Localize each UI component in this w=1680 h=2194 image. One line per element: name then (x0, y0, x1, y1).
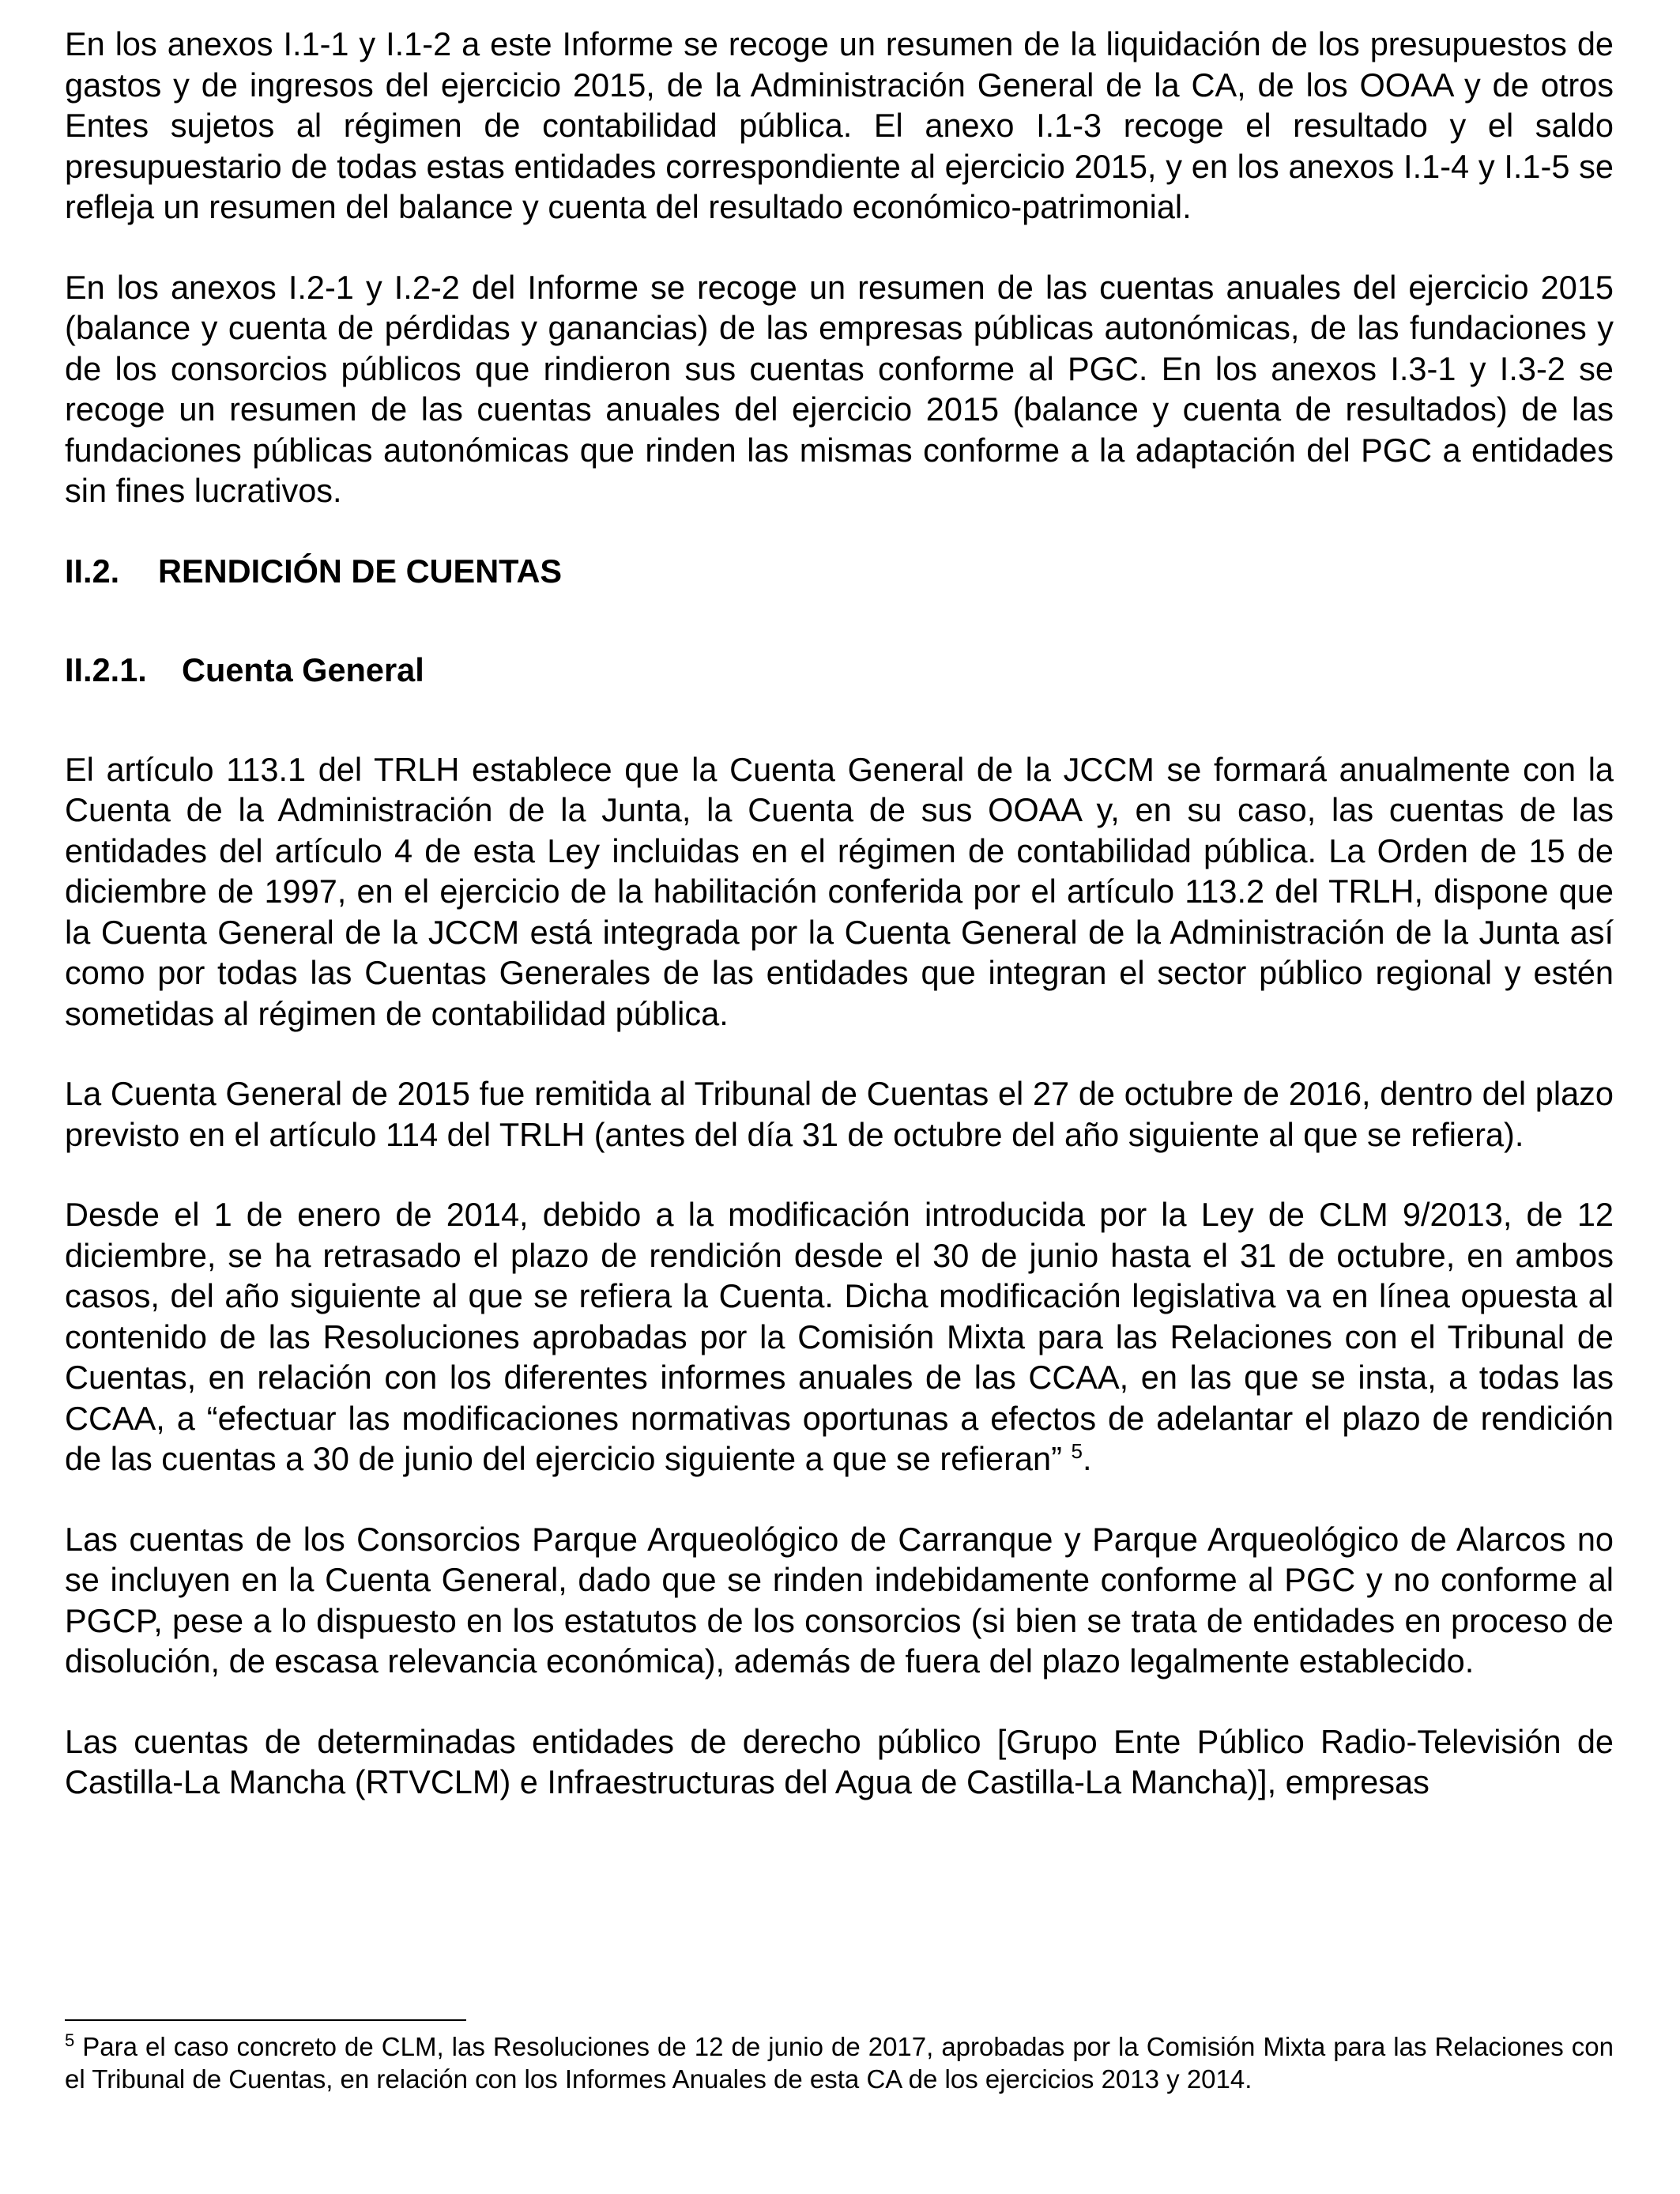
footnote-text: Para el caso concreto de CLM, las Resoluciones de 12 de junio de 2017, aprobadas por la Comisión Mixta para las Relaciones con el Tribunal de Cuentas, en relación con los Informes Anuales de esta CA de los ejercicios 2013 y 2014. (65, 2032, 1614, 2094)
paragraph-entidades-derecho-publico: Las cuentas de determinadas entidades de derecho público [Grupo Ente Público Radio-Televisión de Castilla-La Mancha (RTVCLM) e Infraestructuras del Agua de Castilla-La Mancha)], empresas (65, 1722, 1614, 1800)
paragraph-remision-cuenta: La Cuenta General de 2015 fue remitida al Tribunal de Cuentas el 27 de octubre de 2016, dentro del plazo previsto en el artículo 114 del TRLH (antes del día 31 de octubre del año siguiente al que se refiera). (65, 1075, 1614, 1153)
paragraph-anexos-empresas: En los anexos I.2-1 y I.2-2 del Informe se recoge un resumen de las cuentas anuales del ejercicio 2015 (balance y cuenta de pérdidas y ganancias) de las empresas públicas autonómicas, de las fundaciones y de los consorcios públicos que rindieron sus cuentas conforme al PGC. En los anexos I.3-1 y I.3-2 se recoge un resumen de las cuentas anuales del ejercicio 2015 (balance y cuenta de resultados) de las fundaciones públicas autonómicas que rinden las mismas conforme a la adaptación del PGC a entidades sin fines lucrativos. (65, 268, 1614, 509)
footnote (65, 2030, 1614, 2095)
paragraph-anexos-presupuestos: En los anexos I.1-1 y I.1-2 a este Informe se recoge un resumen de la liquidación de los presupuestos de gastos y de ingresos del ejercicio 2015, de la Administración General de la CA, de los OOAA y de otros Entes sujetos al régimen de contabilidad pública. El anexo I.1-3 recoge el resultado y el saldo presupuestario de todas estas entidades correspondiente al ejercicio 2015, y en los anexos I.1-4 y I.1-5 se refleja un resumen del balance y cuenta del resultado económico-patrimonial. (65, 25, 1614, 225)
subsection-title: Cuenta General (182, 651, 424, 688)
document-body (65, 24, 1614, 1842)
paragraph-consorcios: Las cuentas de los Consorcios Parque Arqueológico de Carranque y Parque Arqueológico de Alarcos no se incluyen en la Cuenta General, dado que se rinden indebidamente conforme al PGC y no conforme al PGCP, pese a lo dispuesto en los estatutos de los consorcios (si bien se trata de entidades en proceso de disolución, de escasa relevancia económica), además de fuera del plazo legalmente establecido. (65, 1520, 1614, 1679)
paragraph-plazo-rendicion-text: Desde el 1 de enero de 2014, debido a la modificación introducida por la Ley de CLM 9/2013, de 12 diciembre, se ha retrasado el plazo de rendición desde el 30 de junio hasta el 31 de octubre, en ambos casos, del año siguiente al que se refiera la Cuenta. Dicha modificación legislativa va en línea opuesta al contenido de las Resoluciones aprobadas por la Comisión Mixta para las Relaciones con el Tribunal de Cuentas, en relación con los diferentes informes anuales de las CCAA, en las que se insta, a todas las CCAA, a “efectuar las modificaciones normativas oportunas a efectos de adelantar el plazo de rendición de las cuentas a 30 de junio del ejercicio siguiente a que se refieran” (65, 1196, 1614, 1477)
footnote-divider (65, 2019, 466, 2021)
subsection-heading (65, 650, 1614, 691)
footnote-reference[interactable]: 5 (1071, 1439, 1083, 1464)
footnote-marker: 5 (65, 2030, 75, 2050)
subsection-number: II.2.1. (65, 651, 147, 688)
paragraph-plazo-rendicion-tail: . (1082, 1440, 1092, 1477)
paragraph-plazo-rendicion (65, 1194, 1614, 1480)
section-heading (65, 551, 1614, 592)
paragraph-articulo-113: El artículo 113.1 del TRLH establece que la Cuenta General de la JCCM se formará anualmente con la Cuenta de la Administración de la Junta, la Cuenta de sus OOAA y, en su caso, las cuentas de las entidades del artículo 4 de esta Ley incluidas en el régimen de contabilidad pública. La Orden de 15 de diciembre de 1997, en el ejercicio de la habilitación conferida por el artículo 113.2 del TRLH, dispone que la Cuenta General de la JCCM está integrada por la Cuenta General de la Administración de la Junta así como por todas las Cuentas Generales de las entidades que integran el sector público regional y estén sometidas al régimen de contabilidad pública. (65, 750, 1614, 1032)
section-number: II.2. (65, 552, 120, 590)
section-title: RENDICIÓN DE CUENTAS (158, 552, 563, 590)
